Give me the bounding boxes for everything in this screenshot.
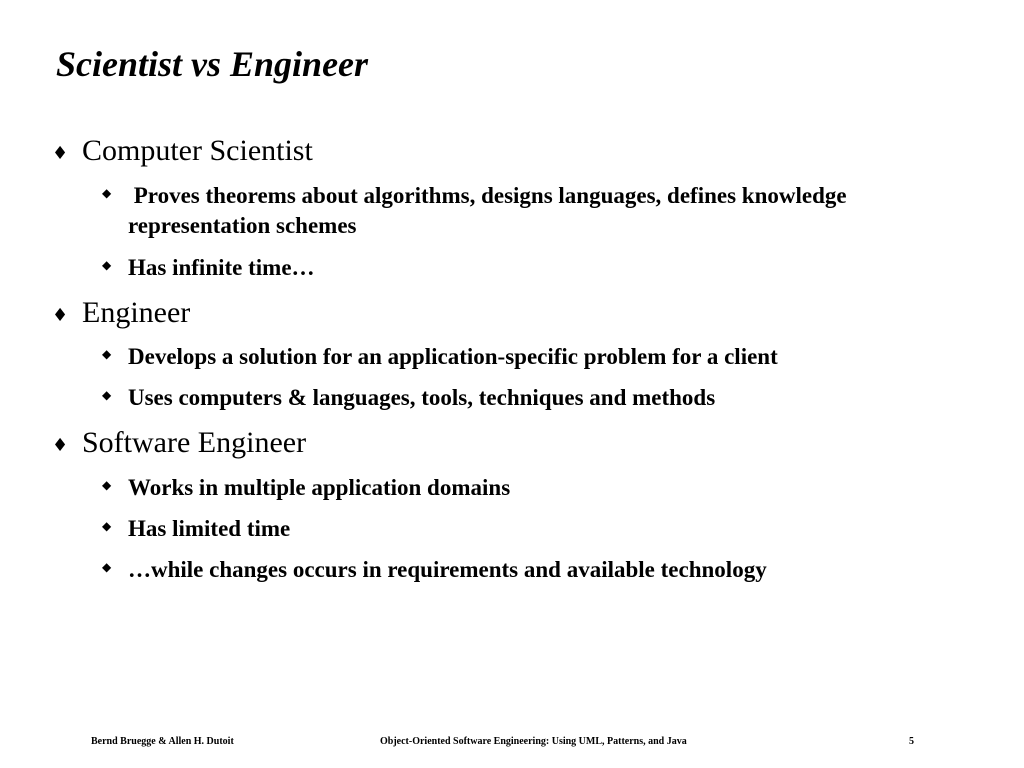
diamond-bullet-icon: ◆: [102, 186, 112, 200]
diamond-bullet-icon: ♦: [52, 305, 69, 326]
sub-bullet-text: Has limited time: [128, 516, 291, 541]
diamond-bullet-icon: ◆: [102, 560, 112, 574]
sub-bullet-text: …while changes occurs in requirements and available technology: [128, 557, 767, 582]
bullet-text: Software Engineer: [82, 426, 307, 459]
diamond-bullet-icon: ◆: [102, 388, 112, 402]
diamond-bullet-icon: ◆: [102, 258, 112, 272]
diamond-bullet-icon: ♦: [52, 143, 69, 164]
footer-page-number: 5: [909, 736, 914, 747]
sub-bullet-text: Develops a solution for an application-specific problem for a client: [128, 344, 778, 369]
bullet-text: Computer Scientist: [82, 134, 313, 167]
bullet-text: Engineer: [82, 296, 191, 329]
footer-book-title: Object-Oriented Software Engineering: Using UML, Patterns, and Java: [380, 736, 687, 747]
diamond-bullet-icon: ♦: [52, 435, 69, 456]
sub-bullet-text: Proves theorems about algorithms, designs languages, defines knowledge representation schemes: [128, 183, 853, 238]
sub-bullet-text: Uses computers & languages, tools, techniques and methods: [128, 385, 716, 410]
slide-title: Scientist vs Engineer: [56, 44, 369, 84]
diamond-bullet-icon: ◆: [102, 519, 112, 533]
diamond-bullet-icon: ◆: [102, 478, 112, 492]
diamond-bullet-icon: ◆: [102, 347, 112, 361]
footer-authors: Bernd Bruegge & Allen H. Dutoit: [91, 736, 234, 747]
sub-bullet-text: Works in multiple application domains: [128, 475, 511, 500]
sub-bullet-text: Has infinite time…: [128, 255, 315, 280]
